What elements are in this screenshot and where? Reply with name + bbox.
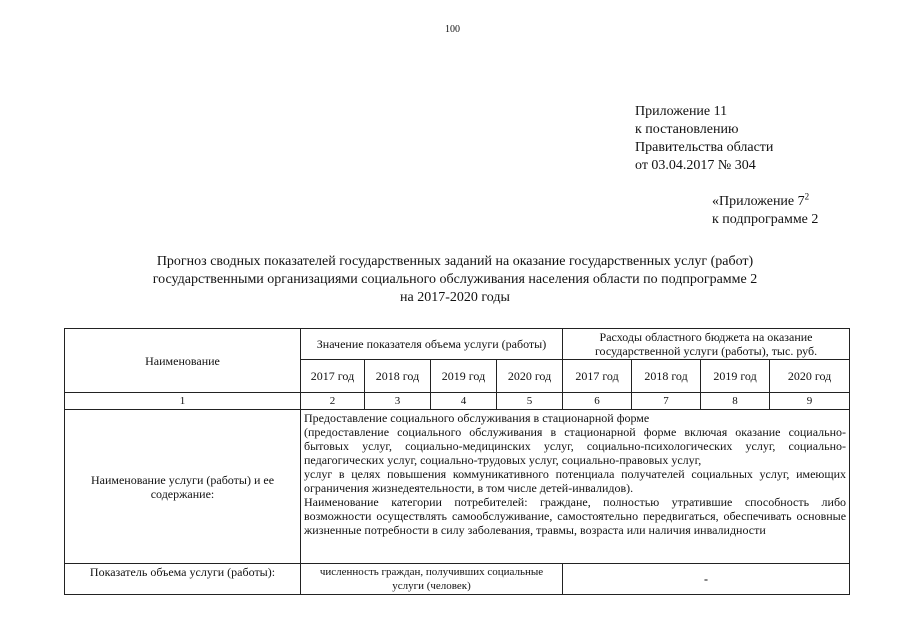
- year-cell: 2018 год: [632, 360, 701, 393]
- year-cell: 2020 год: [770, 360, 850, 393]
- document-title: [60, 253, 850, 307]
- title-line: Прогноз сводных показателей государственных заданий на оказание государственных услуг (работ): [156, 254, 754, 269]
- service-row: [65, 410, 850, 564]
- title-line: на 2017-2020 годы: [400, 290, 510, 305]
- header-volume: Значение показателя объема услуги (работы): [301, 329, 563, 360]
- service-label: Наименование услуги (работы) и ее содержание:: [65, 410, 301, 564]
- column-number-row: [65, 393, 850, 410]
- service-content: [301, 410, 850, 564]
- year-cell: 2020 год: [497, 360, 563, 393]
- appendix-block: [635, 103, 773, 175]
- service-paragraph: Предоставление социального обслуживания в стационарной форме: [304, 411, 650, 425]
- year-cell: 2017 год: [563, 360, 632, 393]
- title-line: государственными организациями социального обслуживания населения области по подпрограмме 2: [152, 272, 758, 287]
- column-number: 4: [431, 393, 497, 410]
- indicator-value: численность граждан, получивших социальные услуги (человек): [301, 564, 563, 595]
- page-number: 100: [445, 24, 460, 35]
- year-cell: 2017 год: [301, 360, 365, 393]
- appendix-line: Правительства области: [635, 140, 774, 155]
- appendix-line: Приложение 11: [635, 104, 728, 119]
- subprogram-appendix-block: [712, 193, 818, 229]
- appendix-line: к постановлению: [635, 122, 739, 137]
- year-cell: 2019 год: [701, 360, 770, 393]
- appendix-superscript: 2: [804, 191, 810, 202]
- indicator-expense: -: [563, 564, 850, 595]
- appendix-date-line: от 03.04.2017 № 304: [635, 158, 756, 173]
- header-name: Наименование: [65, 329, 301, 393]
- column-number: 7: [632, 393, 701, 410]
- column-number: 8: [701, 393, 770, 410]
- column-number: 2: [301, 393, 365, 410]
- subprogram-appendix-title: «Приложение 7: [712, 194, 805, 209]
- column-number: 1: [65, 393, 301, 410]
- column-number: 9: [770, 393, 850, 410]
- subprogram-appendix-line: к подпрограмме 2: [712, 212, 819, 227]
- column-number: 5: [497, 393, 563, 410]
- header-row: [65, 329, 850, 360]
- service-paragraph: услуг в целях повышения коммуникативного потенциала получателей социальных услуг, имеющих ограничения жизнедеятельности, в том числе детей-инвалидов).: [304, 467, 847, 495]
- subprogram-appendix-line: [712, 193, 818, 211]
- forecast-table: [64, 328, 850, 595]
- indicator-row: [65, 564, 850, 595]
- year-cell: 2018 год: [365, 360, 431, 393]
- column-number: 3: [365, 393, 431, 410]
- consumer-category-paragraph: Наименование категории потребителей: граждане, полностью утратившие способность либо возможности осуществлять самообслуживание, самостоятельно передвигаться, обеспечивать основные жизненные потребности в силу заболевания, травмы, возраста или наличия инвалидности: [304, 495, 847, 537]
- year-cell: 2019 год: [431, 360, 497, 393]
- header-expenses: Расходы областного бюджета на оказание государственной услуги (работы), тыс. руб.: [563, 329, 850, 360]
- indicator-label: Показатель объема услуги (работы):: [65, 564, 301, 595]
- column-number: 6: [563, 393, 632, 410]
- service-paragraph: (предоставление социального обслуживания в стационарной форме включая оказание социально-бытовых услуг, социально-медицинских услуг, социально-психологических услуг, социально-педагогических услуг, социально-трудовых услуг, социально-правовых услуг,: [304, 425, 847, 467]
